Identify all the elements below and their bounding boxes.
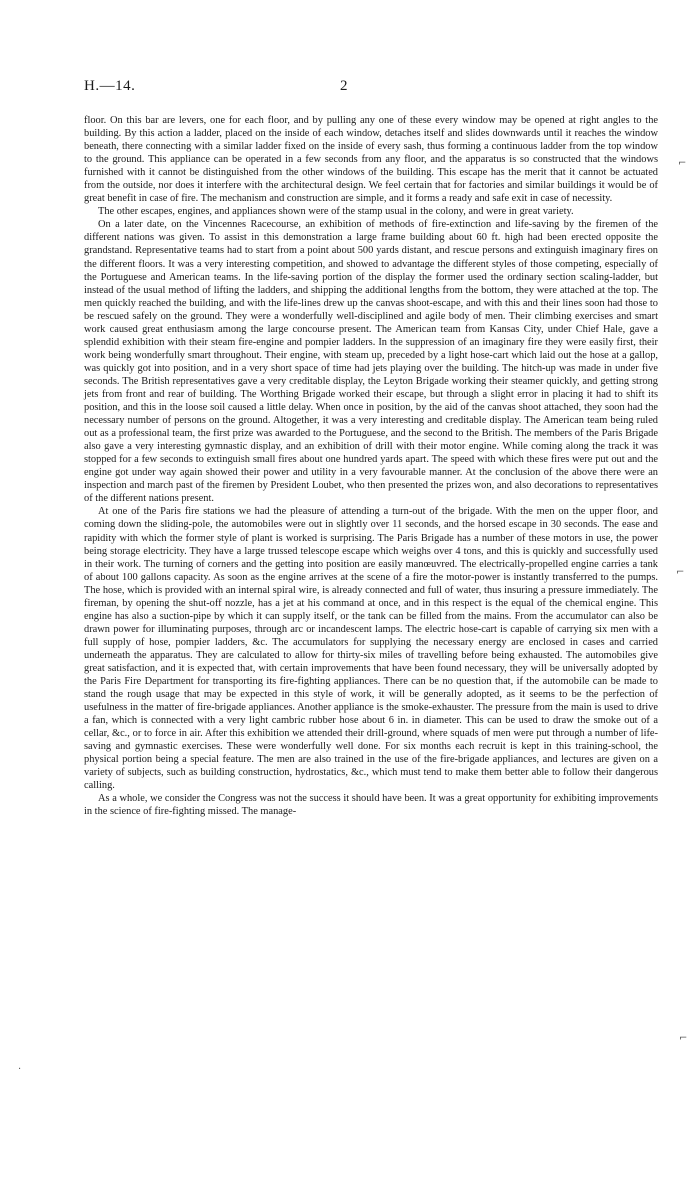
paragraph: At one of the Paris fire stations we had the pleasure of attending a turn-out of the brigade. With the men on the upper floor, and coming down the sliding-pole, the automobiles were out in slightly over 11 seconds, and the horsed escape in 30 seconds. The ease and rapidity with which the former style of plant is worked is surprising. The Paris Brigade has a number of these motors in use, the power being storage electricity. They have a large trussed telescope escape which weighs over 4 tons, and this is quickly and successfully used in their work. The turning of corners and the getting into position are easily manœuvred. The electrically-propelled engine carries a tank of about 100 gallons capacity. As soon as the engine arrives at the scene of a fire the motor-power is instantly transferred to the pumps. The hose, which is provided with an internal spiral wire, is already connected and full of water, thus insuring a pressure immediately. The fireman, by opening the shut-off nozzle, has a jet at his command at once, and in this respect is the equal of the chemical engine. This engine has also a suction-pipe by which it can supply itself, or the tank can be filled from the mains. From the accumulator can also be drawn power for illuminating purposes, through arc or incandescent lamps. The electric hose-cart is capable of carrying six men with a full supply of hose, pompier ladders, &c. The accumulators for supplying the necessary energy are enclosed in cases and carried underneath the apparatus. They are calculated to allow for thirty-six miles of travelling before being exhausted. The automobiles give great satisfaction, and it is expected that, with certain improvements that have been found necessary, they will be universally adopted by the Paris Fire Department for transporting its fire-fighting appliances. There can be no question that, if the automobile can be made to stand the rough usage that may be expected in this style of work, it will be generally adopted, as it seems to be the perfection of usefulness in the matter of fire-brigade appliances. Another appliance is the smoke-exhauster. The pressure from the main is used to drive a fan, which is connected with a very light cambric rubber hose about 6 in. in diameter. This can be used to draw the smoke out of a cellar, &c., or to force in air. After this exhibition we attended their drill-ground, where squads of men were put through a number of life-saving and gymnastic exercises. These were wonderfully well done. For six months each recruit is kept in this training-school, the physical portion being a special feature. The men are also trained in the use of the fire-brigade appliances, and lectures are given on a variety of subjects, such as building construction, hydrostatics, &c., which must tend to make them better able to follow their dangerous calling. — [84, 506, 658, 792]
paragraph: The other escapes, engines, and appliances shown were of the stamp usual in the colony, and were in great variety. — [98, 206, 574, 218]
paragraph: floor. On this bar are levers, one for each floor, and by pulling any one of these every window may be opened at right angles to the building. By this action a ladder, placed on the inside of each window, detaches itself and slides downwards until it reaches the window beneath, there connecting with a similar ladder fixed on the inside of every sash, thus forming a continuous ladder from the top window to the ground. This appliance can be operated in a few seconds from any floor, and the apparatus is so constructed that the windows furnished with it cannot be distinguished from the other windows of the building. This escape has the merit that it cannot be actuated from the outside, nor does it interfere with the architectural design. We feel certain that for factories and similar buildings it would be of great benefit in case of fire. The mechanism and construction are simple, and it forms a ready and safe exit in case of necessity. — [84, 115, 658, 205]
page-header — [84, 78, 658, 100]
margin-mark-icon: ⌐ — [676, 567, 685, 578]
paragraph: On a later date, on the Vincennes Racecourse, an exhibition of methods of fire-extinction and life-saving by the firemen of the different nations was given. To assist in this demonstration a large frame building about 60 ft. high had been erected opposite the grandstand. Representative teams had to start from a point about 500 yards distant, and rescue persons and extinguish imaginary fires on the different floors. It was a very interesting competition, and showed to advantage the different styles of those competing, especially of the Portuguese and American teams. In the life-saving portion of the display the former used the ordinary section scaling-ladder, but instead of the usual method of lifting the ladders, and shipping the additional lengths from the bottom, they were attached at the top. The men quickly reached the building, and with the life-lines drew up the canvas shoot-escape, and with this and their lines soon had those to be rescued safely on the ground. They were a wonderfully well-disciplined and agile body of men. Their climbing exercises and smart work caused great enthusiasm among the large concourse present. The American team from Kansas City, under Chief Hale, gave a splendid exhibition with their steam fire-engine and pompier ladders. In the suppression of an imaginary fire they were easily first, their work being wonderfully smart throughout. Their engine, with steam up, preceded by a light hose-cart which laid out the hose at a gallop, was quickly got into position, and in a very short space of time had jets playing over the building. The hitch-up was made in under five seconds. The British representatives gave a very creditable display, the Leyton Brigade working their steamer quickly, and getting strong jets from front and rear of building. The Worthing Brigade worked their escape, but through a slight error in placing it had to shift its position, and this in the loose soil caused a little delay. When once in position, by the aid of the canvas shoot attached, they soon had the necessary number of persons on the ground. Altogether, it was a very interesting and creditable display. The American team being ruled out as a professional team, the first prize was awarded to the Portuguese, and the second to the British. The members of the Paris Brigade also gave a very interesting gymnastic display, and an exhibition of drill with their motor engine. While coming along the track it was stopped for a few seconds to extinguish small fires about one hundred yards apart. The speed with which these fires were put out and the engine got under way again showed their power and utility in a very favourable manner. At the conclusion of the above there were an inspection and march past of the firemen by President Loubet, who then presented the prizes won, and also decorations to representatives of the different nations present. — [84, 219, 658, 505]
margin-mark-icon: ⌐ — [678, 158, 687, 169]
paragraph: As a whole, we consider the Congress was not the success it should have been. It was a great opportunity for exhibiting improvements in the science of fire-fighting missed. The manage- — [84, 793, 658, 818]
margin-dot-icon: · — [18, 1064, 22, 1075]
margin-mark-icon: ⌐ — [679, 1033, 688, 1044]
page-number: 2 — [340, 78, 348, 94]
body-text — [84, 114, 658, 819]
document-reference: H.—14. — [84, 78, 136, 94]
